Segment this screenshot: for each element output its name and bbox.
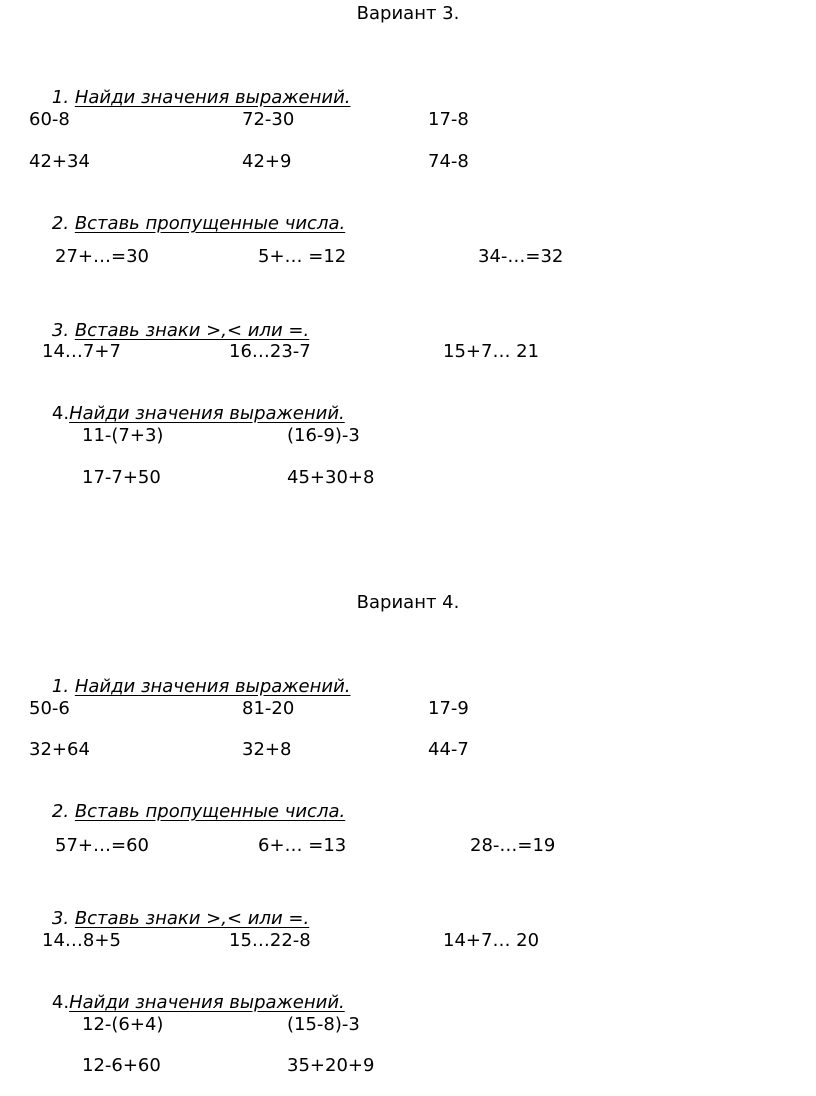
v3-task1-expr: 42+9 [242, 151, 292, 172]
v4-task1-expr: 17-9 [428, 698, 469, 719]
v4-task4-expr: 35+20+9 [287, 1055, 375, 1076]
v4-task1-heading [29, 657, 351, 717]
v3-task1-expr: 42+34 [29, 151, 90, 172]
v3-task4-expr: 45+30+8 [287, 467, 375, 488]
v4-task1-expr: 44-7 [428, 739, 469, 760]
v3-task4-text: Найди значения выражений. [69, 403, 345, 424]
v3-task2-heading [29, 194, 345, 254]
v3-task2-text: Вставь пропущенные числа. [74, 213, 346, 234]
v4-task4-expr: (15-8)-3 [287, 1014, 360, 1035]
v4-task1-text: Найди значения выражений. [74, 676, 351, 697]
v4-task1-expr: 32+64 [29, 739, 90, 760]
v3-task3-expr: 15+7… 21 [443, 341, 540, 362]
v4-task4-expr: 12-6+60 [82, 1055, 161, 1076]
v3-task3-expr: 14…7+7 [42, 341, 121, 362]
v3-task2-expr: 5+… =12 [258, 246, 347, 267]
v3-task2-number: 2. [51, 213, 70, 234]
v4-task2-heading [29, 782, 345, 842]
v3-task1-expr: 74-8 [428, 151, 469, 172]
v3-task1-text: Найди значения выражений. [74, 87, 351, 108]
v3-task1-expr: 60-8 [29, 109, 70, 130]
variant-4-title: Вариант 4. [356, 592, 460, 613]
v3-task2-expr: 27+…=30 [55, 246, 149, 267]
v4-task4-expr: 12-(6+4) [82, 1014, 164, 1035]
v3-task4-expr: 17-7+50 [82, 467, 161, 488]
v3-task1-number: 1. [51, 87, 70, 108]
v4-task3-expr: 14+7… 20 [443, 930, 540, 951]
v4-task2-text: Вставь пропущенные числа. [74, 801, 346, 822]
v4-task2-expr: 57+…=60 [55, 835, 149, 856]
v3-task3-expr: 16…23-7 [229, 341, 311, 362]
v3-task3-number: 3. [51, 320, 70, 341]
v4-task4-text: Найди значения выражений. [69, 992, 345, 1013]
v4-task2-expr: 6+… =13 [258, 835, 347, 856]
v3-task4-expr: 11-(7+3) [82, 425, 164, 446]
v3-task4-number: 4. [51, 403, 70, 424]
v4-task2-number: 2. [51, 801, 70, 822]
v3-task3-text: Вставь знаки >,< или =. [74, 320, 310, 341]
v4-task3-expr: 15…22-8 [229, 930, 311, 951]
v3-task1-heading [29, 68, 351, 128]
v3-task1-expr: 17-8 [428, 109, 469, 130]
v4-task3-number: 3. [51, 908, 70, 929]
v4-task1-expr: 50-6 [29, 698, 70, 719]
v4-task3-text: Вставь знаки >,< или =. [74, 908, 310, 929]
v4-task1-expr: 32+8 [242, 739, 292, 760]
v3-task1-expr: 72-30 [242, 109, 295, 130]
v4-task3-expr: 14…8+5 [42, 930, 121, 951]
variant-3-title: Вариант 3. [356, 3, 460, 24]
v3-task4-expr: (16-9)-3 [287, 425, 360, 446]
v4-task4-number: 4. [51, 992, 70, 1013]
v3-task2-expr: 34-…=32 [478, 246, 564, 267]
v4-task1-number: 1. [51, 676, 70, 697]
v4-task2-expr: 28-…=19 [470, 835, 556, 856]
v4-task1-expr: 81-20 [242, 698, 295, 719]
